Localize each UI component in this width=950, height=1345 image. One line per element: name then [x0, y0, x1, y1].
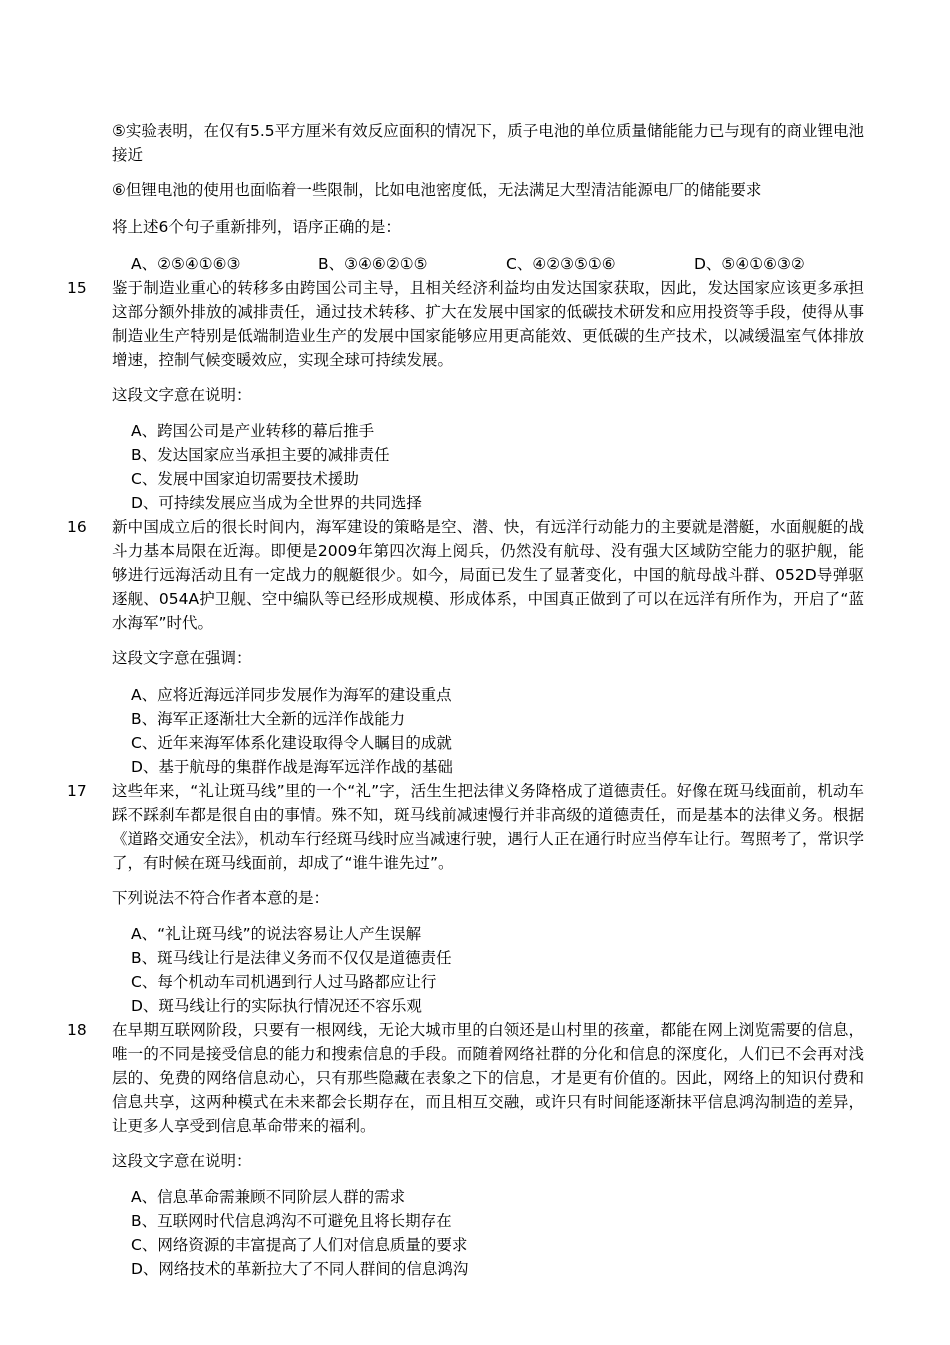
option-c: C、发展中国家迫切需要技术援助 [131, 470, 359, 488]
question-passage: 新中国成立后的很长时间内，海军建设的策略是空、潜、快，有远洋行动能力的主要就是潜艇，水面舰艇的战斗力基本局限在近海。即便是2009年第四次海上阅兵，仍然没有航母、没有强大区域防空能力的驱护舰，能够进行远海活动且有一定战力的舰艇很少。如今，局面已发生了显著变化，中国的航母战斗群、052D导弹驱逐舰、054A护卫舰、空中编队等已经形成规模、形成体系，中国真正做到了可以在远洋有所作为，开启了“蓝水海军”时代。 [112, 518, 864, 632]
question-14-option-b: B、③④⑥②①⑤ [318, 255, 428, 273]
option-d: D、基于航母的集群作战是海军远洋作战的基础 [131, 758, 453, 776]
question-14-prompt: 将上述6个句子重新排列，语序正确的是： [112, 218, 401, 236]
question-passage: 在早期互联网阶段，只要有一根网线，无论大城市里的白领还是山村里的孩童，都能在网上浏览需要的信息，唯一的不同是接受信息的能力和搜索信息的手段。而随着网络社群的分化和信息的深度化，人们已不会再对浅层的、免费的网络信息动心，只有那些隐藏在表象之下的信息，才是更有价值的。因此，网络上的知识付费和信息共享，这两种模式在未来都会长期存在，而且相互交融，或许只有时间能逐渐抹平信息鸿沟制造的差异，让更多人享受到信息革命带来的福利。 [112, 1021, 864, 1135]
option-d: D、可持续发展应当成为全世界的共同选择 [131, 494, 422, 512]
question-passage: 鉴于制造业重心的转移多由跨国公司主导，且相关经济利益均由发达国家获取，因此，发达国家应该更多承担这部分额外排放的减排责任，通过技术转移、扩大在发展中国家的低碳技术研发和应用投资等手段，使得从事制造业生产特别是低端制造业生产的发展中国家能够应用更高能效、更低碳的生产技术，以减缓温室气体排放增速，控制气候变暖效应，实现全球可持续发展。 [112, 279, 864, 369]
question-number: 16 [67, 518, 87, 536]
option-d: D、网络技术的革新拉大了不同人群间的信息鸿沟 [131, 1260, 469, 1278]
option-b: B、发达国家应当承担主要的减排责任 [131, 446, 390, 464]
question-prompt: 这段文字意在说明： [112, 386, 252, 404]
option-b: B、海军正逐渐壮大全新的远洋作战能力 [131, 710, 406, 728]
question-number: 15 [67, 279, 87, 297]
option-a: A、跨国公司是产业转移的幕后推手 [131, 422, 375, 440]
option-b: B、互联网时代信息鸿沟不可避免且将长期存在 [131, 1212, 452, 1230]
question-prompt: 下列说法不符合作者本意的是： [112, 889, 330, 907]
question-14-option-a: A、②⑤④①⑥③ [131, 255, 241, 273]
option-a: A、信息革命需兼顾不同阶层人群的需求 [131, 1188, 406, 1206]
option-a: A、应将近海远洋同步发展作为海军的建设重点 [131, 686, 452, 704]
question-14-option-c: C、④②③⑤①⑥ [506, 255, 616, 273]
question-prompt: 这段文字意在说明： [112, 1152, 252, 1170]
question-14-option-d: D、⑤④①⑥③② [694, 255, 805, 273]
option-b: B、斑马线让行是法律义务而不仅仅是道德责任 [131, 949, 452, 967]
option-c: C、每个机动车司机遇到行人过马路都应让行 [131, 973, 437, 991]
option-c: C、近年来海军体系化建设取得令人瞩目的成就 [131, 734, 452, 752]
option-a: A、“礼让斑马线”的说法容易让人产生误解 [131, 925, 422, 943]
question-number: 17 [67, 782, 87, 800]
option-d: D、斑马线让行的实际执行情况还不容乐观 [131, 997, 422, 1015]
question-prompt: 这段文字意在强调： [112, 649, 252, 667]
question-passage: 这些年来，“礼让斑马线”里的一个“礼”字，活生生把法律义务降格成了道德责任。好像在斑马线面前，机动车踩不踩刹车都是很自由的事情。殊不知，斑马线前减速慢行并非高级的道德责任，而是基本的法律义务。根据《道路交通安全法》，机动车行经斑马线时应当减速行驶，遇行人正在通行时应当停车让行。驾照考了，常识学了，有时候在斑马线面前，却成了“谁牛谁先过”。 [112, 782, 864, 872]
option-c: C、网络资源的丰富提高了人们对信息质量的要求 [131, 1236, 468, 1254]
sentence-6: ⑥但锂电池的使用也面临着一些限制，比如电池密度低，无法满足大型清洁能源电厂的储能要求 [112, 181, 762, 199]
question-number: 18 [67, 1021, 87, 1039]
sentence-5: ⑤实验表明，在仅有5.5平方厘米有效反应面积的情况下，质子电池的单位质量储能能力已与现有的商业锂电池接近 [112, 122, 864, 164]
